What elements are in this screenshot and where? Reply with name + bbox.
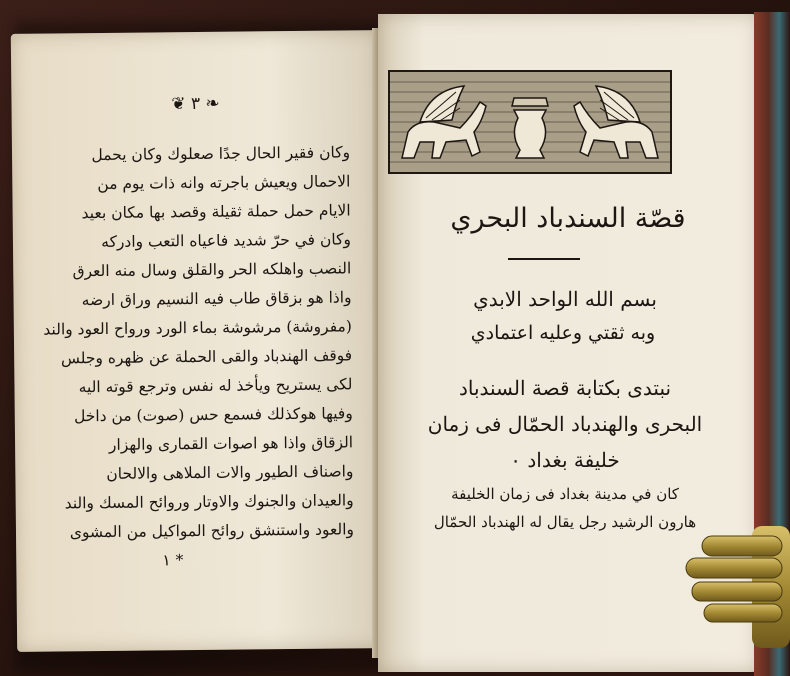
- text-line: وكان فقير الحال جدًا صعلوك وكان يحمل: [91, 143, 351, 165]
- page-number: ٣: [190, 93, 201, 115]
- text-line: خليفة بغداد ٠: [510, 448, 620, 472]
- text-line: (مفروشة) مرشوشة بماء الورد ورواح العود والند: [43, 317, 352, 339]
- text-line: البحرى والهندباد الحمّال فى زمان: [427, 412, 703, 436]
- page-header: [11, 92, 379, 116]
- invocation-line: وبه ثقتي وعليه اعتمادي: [470, 322, 656, 344]
- griffin-vignette: [388, 70, 672, 174]
- catchword: * ١: [162, 551, 184, 570]
- text-line: فوقف الهندباد والقى الحملة عن ظهره وجلس: [60, 346, 353, 368]
- brass-hand-icon: [682, 518, 790, 648]
- text-line: النصب واهلكه الحر والقلق وسال منه العرق: [72, 259, 352, 281]
- text-line: واصناف الطيور والات الملاهى والالحان: [106, 462, 354, 483]
- left-page: [11, 30, 385, 652]
- text-line: نبتدى بكتابة قصة السندباد: [458, 376, 672, 400]
- text-line: كان في مدينة بغداد فى زمان الخليفة: [451, 485, 679, 503]
- text-line: واذا هو بزقاق طاب فيه النسيم وراق ارضه: [81, 288, 352, 310]
- intro-text: [400, 370, 730, 478]
- text-line: الزقاق واذا هو اصوات القمارى والهزار: [108, 433, 354, 454]
- text-line: والعيدان والجنوك والاوتار وروائح المسك والند: [64, 491, 354, 513]
- text-line: الايام حمل حملة ثقيلة وقصد بها مكان بعيد: [81, 201, 351, 223]
- brass-hand-holder: [682, 518, 790, 648]
- ornament-right-icon: ❧: [205, 93, 220, 114]
- text-line: وكان في حرّ شديد فاعياه التعب وادركه: [101, 230, 352, 252]
- text-line: لكى يستريح ويأخذ له نفس وترجع قوته اليه: [78, 375, 353, 397]
- story-title: قصّة السندباد البحري: [450, 203, 686, 234]
- left-page-text: [38, 138, 355, 576]
- basmala-line: بسم الله الواحد الابدي: [473, 287, 657, 311]
- title-divider: [508, 258, 580, 260]
- text-line: وفيها هوكذلك فسمع حس (صوت) من داخل: [73, 404, 353, 426]
- text-line: الاحمال ويعيش باجرته وانه ذات يوم من: [97, 172, 351, 194]
- text-line: هارون الرشيد رجل يقال له الهندباد الحمّال: [433, 513, 697, 531]
- griffins-engraving-icon: [390, 72, 670, 172]
- text-line: والعود واستنشق روائح المواكيل من المشوى: [69, 520, 355, 542]
- ornament-left-icon: ❦: [171, 94, 186, 115]
